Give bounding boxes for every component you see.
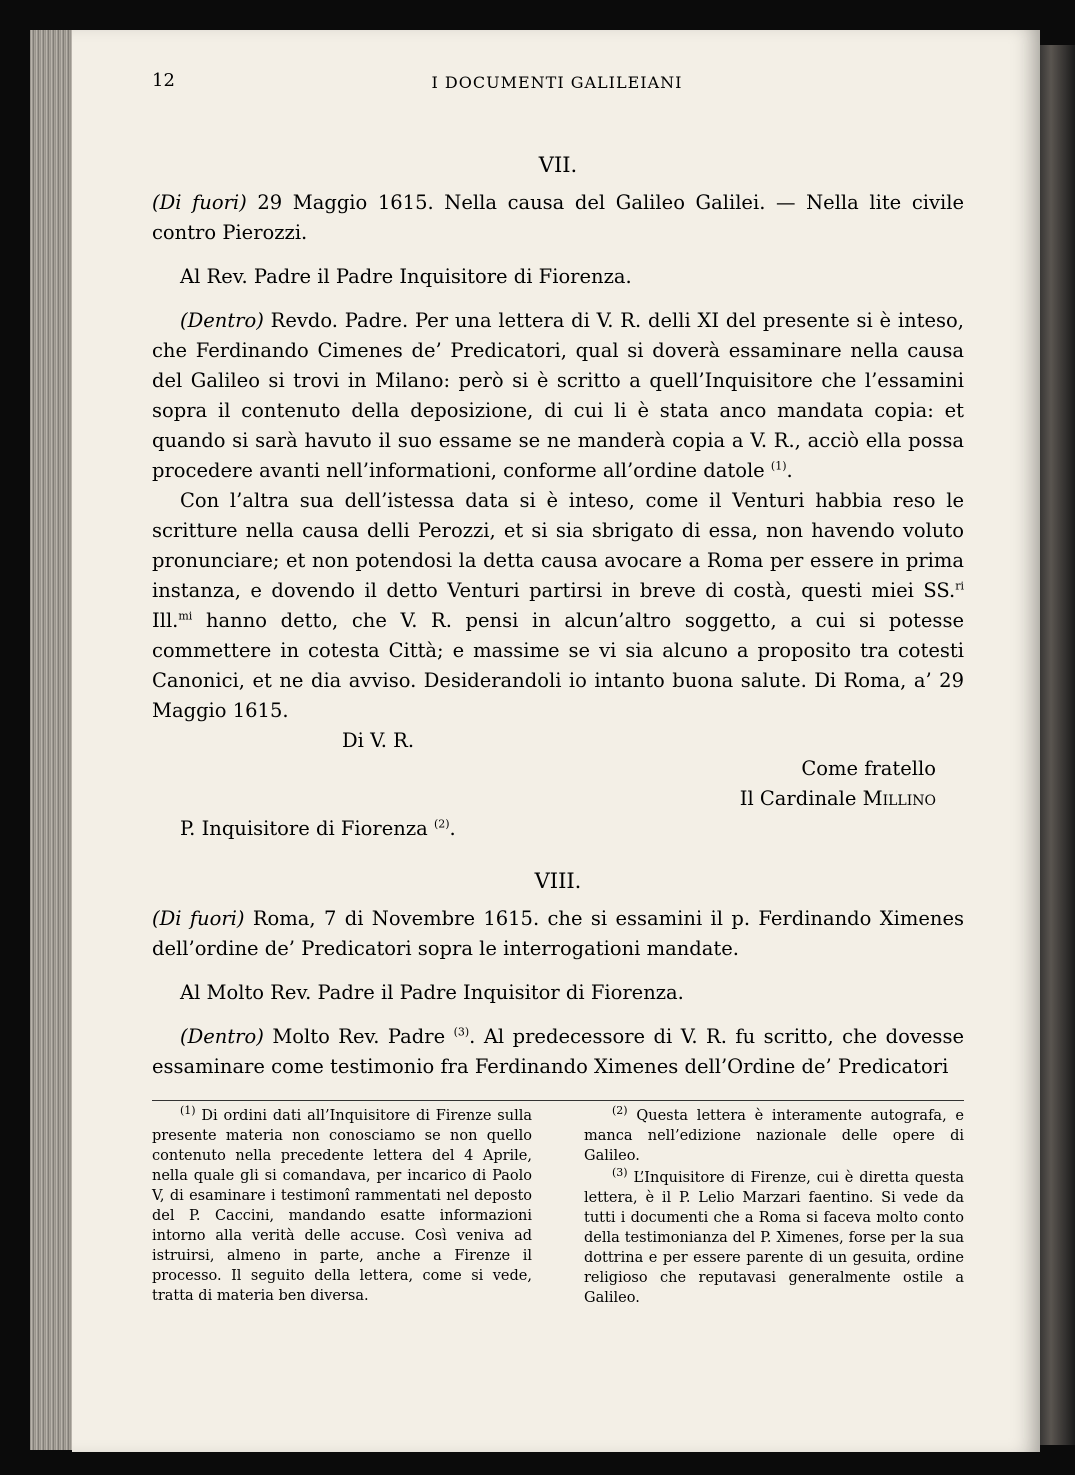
- running-title: I DOCUMENTI GALILEIANI: [431, 73, 683, 92]
- outer-text: 29 Maggio 1615. Nella causa del Galileo Galilei. — Nella lite civile contro Pierozzi.: [152, 191, 964, 244]
- sig-dvr: Di V. R.: [342, 729, 415, 752]
- address-line: Al Molto Rev. Padre il Padre Inquisitor di Fiorenza.: [180, 981, 684, 1004]
- punctuation: .: [786, 459, 793, 482]
- letter-paragraph: [152, 1022, 964, 1082]
- paragraph-text: Revdo. Padre. Per una lettera di V. R. delli XI del presente si è inteso, che Ferdinando Cimenes de’ Predicatori, qual si doverà essaminare nella causa del Galileo si trovi in Milano: però si è scritto a quell’Inquisitore che l’essamini sopra il contenuto della deposizione, di cui li è stata anco mandata copia: et quando si sarà havuto il suo essame se ne manderà copia a V. R., acciò ella possa procedere avanti nell’informationi, conforme all’ordine datole: [152, 309, 964, 482]
- superscript: mi: [178, 609, 193, 623]
- signature-block: [152, 726, 964, 840]
- footnote-column-left: [152, 1106, 532, 1306]
- outer-note: [152, 188, 964, 248]
- footnote-column-right: [584, 1106, 964, 1308]
- main-text: [152, 150, 964, 1082]
- outer-label: (Di fuori): [152, 191, 247, 214]
- binding-shadow: [1035, 45, 1075, 1445]
- footnote-ref: (2): [433, 817, 450, 831]
- outer-text: Roma, 7 di Novembre 1615. che si essamini il p. Ferdinando Ximenes dell’ordine de’ Predicatori sopra le interrogationi mandate.: [152, 907, 965, 960]
- footnote-ref: (3): [453, 1025, 470, 1039]
- outer-label: (Di fuori): [152, 907, 245, 930]
- footnote-text: L’Inquisitore di Firenze, cui è diretta questa lettera, è il P. Lelio Marzari faentino. Si vede da tutti i documenti che a Roma si faceva molto conto della testimonianza del P. Ximenes, forse per la sua dottrina e per essere parente di un gesuita, ordine religioso che reputavasi generalmente ostile a Galileo.: [584, 1170, 964, 1306]
- section-numeral: VIII.: [534, 869, 582, 893]
- superscript: ri: [955, 579, 964, 593]
- paragraph-text: Molto Rev. Padre: [272, 1025, 446, 1048]
- sig-closing: Come fratello: [801, 757, 936, 780]
- sig-name: [740, 784, 936, 814]
- addressee-text: P. Inquisitore di Fiorenza: [180, 817, 428, 840]
- footnote-rule: [152, 1100, 964, 1101]
- sig-surname: Millino: [862, 787, 936, 810]
- section-numeral: VII.: [538, 153, 578, 177]
- sig-title: Il Cardinale: [739, 787, 857, 810]
- footnote-text: Di ordini dati all’Inquisitore di Firenze sulla presente materia non conosciamo se non quello contenuto nella precedente lettera del 4 Aprile, nella quale gli si comandava, per incarico di Paolo V, di esaminare i testimonî rammentati nel deposto del P. Caccini, mandando esatte informazioni intorno alla verità delle accuse. Così veniva ad istruirsi, almeno in parte, anche a Firenze il processo. Il seguito della lettera, come si vede, tratta di materia ben diversa.: [152, 1108, 532, 1304]
- address-line: Al Rev. Padre il Padre Inquisitore di Fiorenza.: [180, 265, 632, 288]
- footnote-mark: (1): [180, 1104, 196, 1118]
- paragraph-text: . Al predecessore di V. R. fu scritto, che dovesse essaminare come testimonio fra Ferdinando Ximenes dell’Ordine de’ Predicatori: [152, 1025, 964, 1078]
- footnote-mark: (2): [612, 1104, 628, 1118]
- letter-paragraph: [152, 306, 964, 486]
- footnote-2: [584, 1106, 964, 1166]
- letter-paragraph: [152, 486, 964, 726]
- footnote-1: [152, 1106, 532, 1306]
- footnote-text: Questa lettera è interamente autografa, e manca nell’edizione nazionale delle opere di Galileo.: [584, 1108, 965, 1164]
- footnote-mark: (3): [612, 1166, 628, 1180]
- inner-label: (Dentro): [180, 1025, 264, 1048]
- outer-note: [152, 904, 964, 964]
- paragraph-text: hanno detto, che V. R. pensi in alcun’altro soggetto, a cui si potesse commettere in cotesta Città; e massime se vi sia alcuno a proposito tra cotesti Canonici, et ne dia avviso. Desiderandoli io intanto buona salute. Di Roma, a’ 29 Maggio 1615.: [152, 609, 964, 722]
- page-number: 12: [152, 70, 175, 91]
- paragraph-text: Ill.: [152, 609, 179, 632]
- punctuation: .: [449, 817, 456, 840]
- addressee: [180, 814, 456, 844]
- footnote-ref: (1): [770, 459, 787, 473]
- footnote-3: [584, 1168, 964, 1308]
- inner-label: (Dentro): [180, 309, 264, 332]
- paragraph-text: Con l’altra sua dell’istessa data si è inteso, come il Venturi habbia reso le scritture nella causa delli Perozzi, et si sia sbrigato di essa, non havendo voluto pronunciare; et non potendosi la detta causa avocare a Roma per essere in prima instanza, e dovendo il detto Venturi partirsi in breve di costà, questi miei SS.: [152, 489, 964, 602]
